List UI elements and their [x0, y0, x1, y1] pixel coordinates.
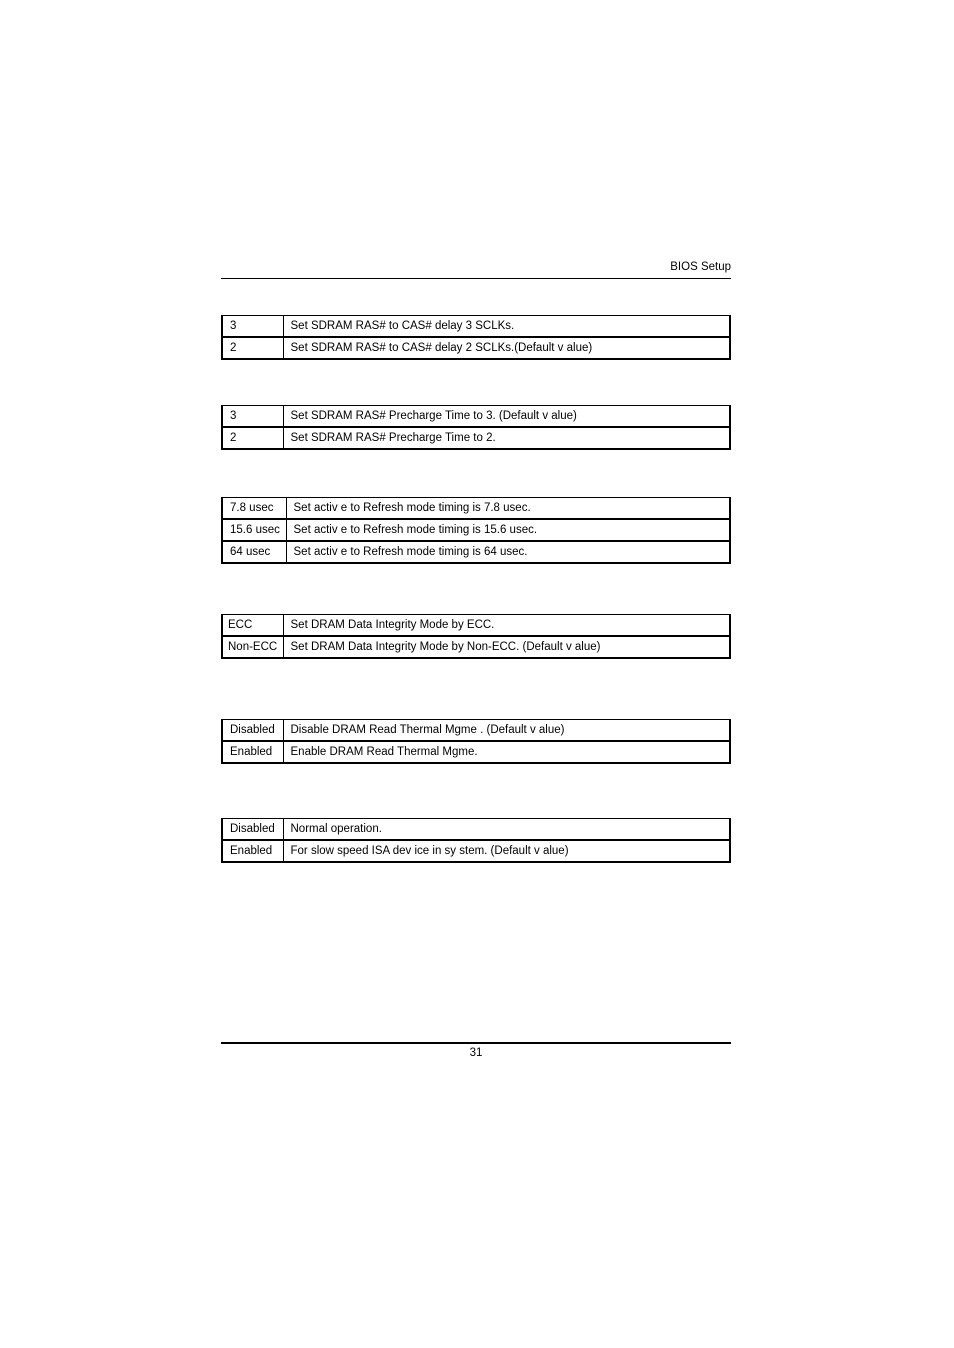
option-cell: Enabled [222, 741, 283, 763]
description-cell: Set SDRAM RAS# Precharge Time to 3. (Default v alue) [283, 406, 730, 428]
table-row [222, 741, 730, 763]
description-cell: Set activ e to Refresh mode timing is 64 usec. [286, 541, 730, 563]
table-row [222, 636, 730, 658]
table-row [222, 615, 730, 637]
option-cell: 64 usec [222, 541, 286, 563]
option-cell: Disabled [222, 720, 283, 742]
description-cell: Set activ e to Refresh mode timing is 15.6 usec. [286, 519, 730, 541]
table-row [222, 840, 730, 862]
table-row [222, 337, 730, 359]
table-row [222, 541, 730, 563]
option-cell: 3 [222, 406, 283, 428]
description-cell: For slow speed ISA dev ice in sy stem. (Default v alue) [283, 840, 730, 862]
ras-to-cas-delay-table [221, 315, 731, 360]
option-cell: 2 [222, 337, 283, 359]
option-cell: 15.6 usec [222, 519, 286, 541]
refresh-timing-table [221, 497, 731, 564]
description-cell: Disable DRAM Read Thermal Mgme . (Default v alue) [283, 720, 730, 742]
table-row [222, 427, 730, 449]
option-cell: 2 [222, 427, 283, 449]
table-row [222, 406, 730, 428]
option-cell: 7.8 usec [222, 498, 286, 520]
header-divider [221, 278, 731, 279]
table-row [222, 316, 730, 338]
option-cell: Disabled [222, 819, 283, 841]
ras-precharge-table [221, 405, 731, 450]
table-row [222, 519, 730, 541]
description-cell: Enable DRAM Read Thermal Mgme. [283, 741, 730, 763]
option-cell: ECC [222, 615, 283, 637]
option-cell: 3 [222, 316, 283, 338]
read-thermal-table [221, 719, 731, 764]
description-cell: Set SDRAM RAS# to CAS# delay 3 SCLKs. [283, 316, 730, 338]
footer-divider [221, 1042, 731, 1044]
description-cell: Set SDRAM RAS# Precharge Time to 2. [283, 427, 730, 449]
page-number: 31 [469, 1047, 483, 1059]
description-cell: Set DRAM Data Integrity Mode by Non-ECC. (Default v alue) [283, 636, 730, 658]
data-integrity-table [221, 614, 731, 659]
table-row [222, 819, 730, 841]
description-cell: Normal operation. [283, 819, 730, 841]
table-row [222, 498, 730, 520]
option-cell: Enabled [222, 840, 283, 862]
table-row [222, 720, 730, 742]
option-cell: Non-ECC [222, 636, 283, 658]
description-cell: Set SDRAM RAS# to CAS# delay 2 SCLKs.(Default v alue) [283, 337, 730, 359]
description-cell: Set DRAM Data Integrity Mode by ECC. [283, 615, 730, 637]
description-cell: Set activ e to Refresh mode timing is 7.8 usec. [286, 498, 730, 520]
isa-speed-table [221, 818, 731, 863]
header-title: BIOS Setup [670, 261, 731, 273]
